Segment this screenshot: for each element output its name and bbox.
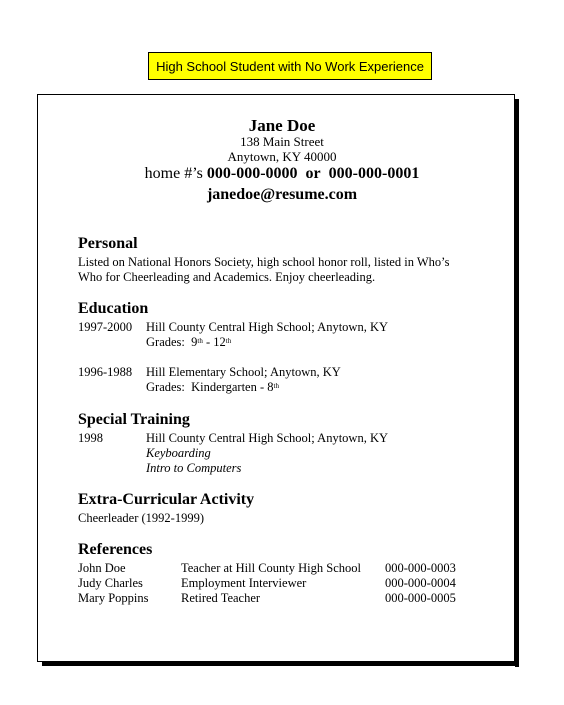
training-course: Intro to Computers: [146, 461, 242, 475]
reference-phone: 000-000-0005: [385, 591, 456, 605]
training-school: Hill County Central High School; Anytown, KY: [146, 431, 389, 445]
sheet-shadow-right: [515, 99, 519, 667]
reference-name: Judy Charles: [78, 576, 143, 590]
phone-or: or: [305, 165, 321, 182]
reference-name: John Doe: [78, 561, 126, 575]
grade-range: Kindergarten - 8: [191, 380, 274, 394]
reference-title: Retired Teacher: [181, 591, 261, 605]
reference-phone: 000-000-0003: [385, 561, 456, 575]
reference-name: Mary Poppins: [78, 591, 149, 605]
reference-title: Teacher at Hill County High School: [181, 561, 361, 575]
grade-end-suffix: th: [225, 337, 232, 345]
phone-line: [0, 165, 564, 183]
extracurricular-text: Cheerleader (1992-1999): [78, 511, 204, 525]
document-title-banner: High School Student with No Work Experience: [148, 52, 432, 80]
extracurricular-heading: Extra-Curricular Activity: [78, 491, 255, 508]
personal-line-2: Who for Cheerleading and Academics. Enjoy cheerleading.: [78, 270, 376, 284]
education-heading: Education: [78, 300, 149, 317]
grade-start: 9: [191, 335, 198, 349]
reference-title: Employment Interviewer: [181, 576, 307, 590]
email-address: janedoe@resume.com: [206, 186, 358, 203]
sheet-shadow-bottom: [42, 662, 519, 666]
education-grades: [146, 334, 231, 350]
grades-label: Grades:: [146, 380, 185, 394]
resume-name: Jane Doe: [248, 116, 316, 135]
references-heading: References: [78, 541, 153, 558]
education-school: Hill Elementary School; Anytown, KY: [146, 365, 341, 379]
training-heading: Special Training: [78, 411, 190, 428]
training-year: 1998: [78, 431, 103, 445]
training-course: Keyboarding: [146, 446, 211, 460]
personal-line-1: Listed on National Honors Society, high school honor roll, listed in Who’s: [78, 255, 450, 269]
city-state-zip: Anytown, KY 40000: [227, 149, 337, 164]
home-phone: 000-000-0000: [206, 165, 298, 182]
education-school: Hill County Central High School; Anytown, KY: [146, 320, 389, 334]
alt-phone: 000-000-0001: [328, 165, 420, 182]
education-years: 1996-1988: [78, 365, 133, 379]
education-years: 1997-2000: [78, 320, 133, 334]
grade-range: - 12: [202, 335, 226, 349]
grade-start-suffix: th: [197, 337, 203, 345]
phone-prefix: home #’s: [144, 165, 203, 182]
street-address: 138 Main Street: [240, 134, 324, 149]
grade-end-suffix: th: [273, 382, 279, 390]
reference-phone: 000-000-0004: [385, 576, 456, 590]
education-grades: [146, 379, 279, 395]
grades-label: Grades:: [146, 335, 185, 349]
personal-heading: Personal: [78, 235, 138, 252]
